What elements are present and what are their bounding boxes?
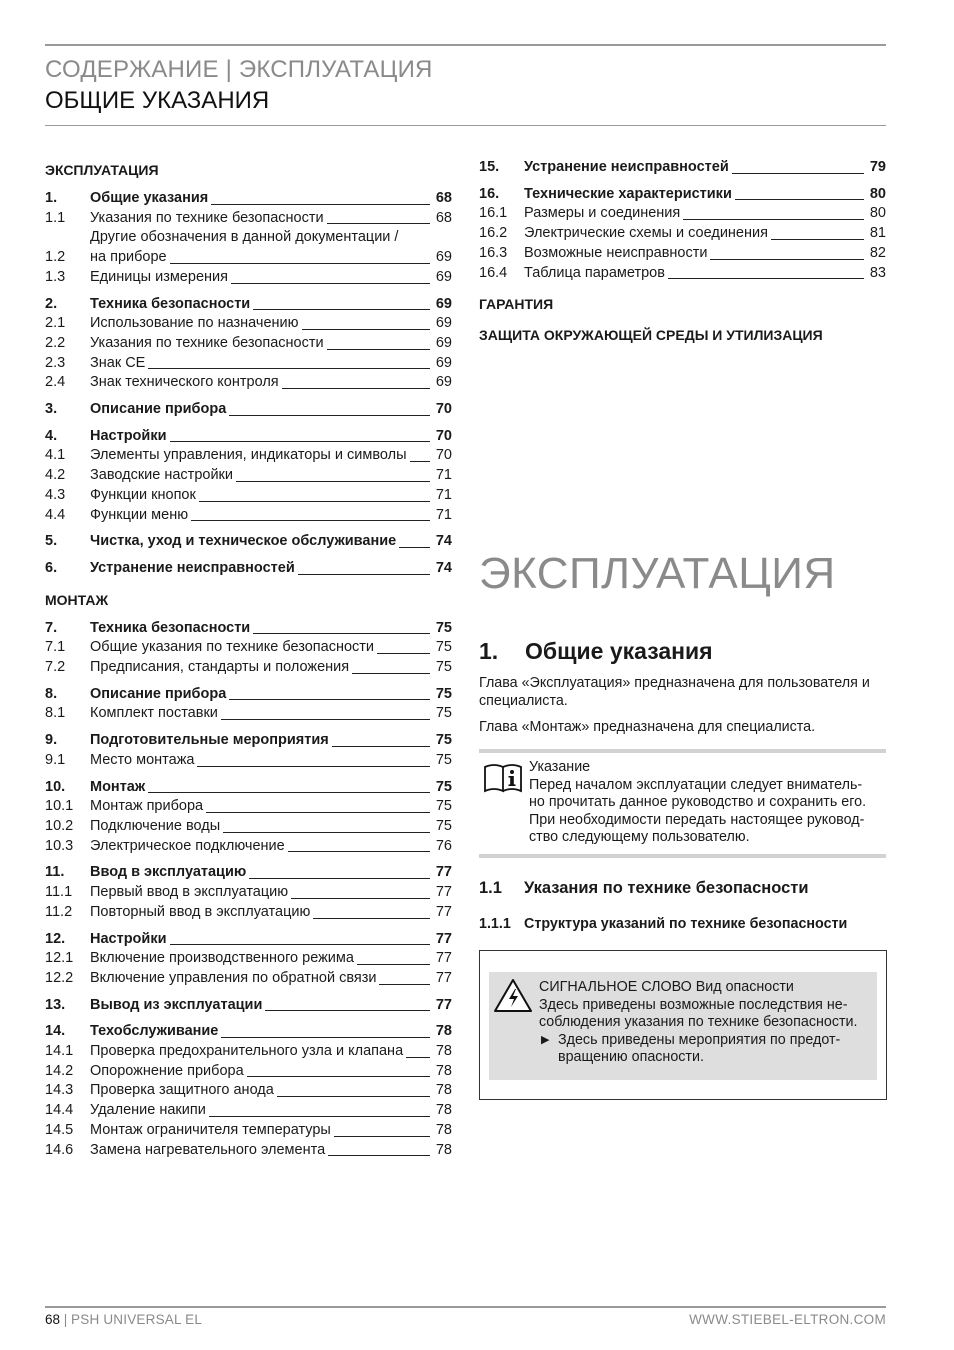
toc-leader-line — [170, 944, 430, 945]
footer-rule — [45, 1306, 886, 1308]
toc-entry-number: 8.1 — [45, 705, 66, 722]
toc-entry-label: Техника безопасности — [90, 295, 251, 312]
toc-entry-number: 12. — [45, 930, 66, 947]
toc-leader-line — [668, 278, 864, 279]
note-box — [479, 749, 886, 858]
toc-page-number: 78 — [435, 1141, 452, 1158]
toc-chapter-entry[interactable] — [45, 427, 452, 447]
toc-entry-number: 14.5 — [45, 1121, 74, 1138]
toc-page-number: 79 — [869, 159, 886, 175]
toc-entry-label: Единицы измерения — [90, 268, 228, 285]
toc-entry-number: 12.1 — [45, 950, 74, 967]
toc-page-number: 71 — [435, 467, 452, 484]
toc-subentry[interactable] — [45, 751, 452, 771]
toc-entry-number: 14.4 — [45, 1102, 74, 1119]
toc-page-number: 75 — [435, 639, 452, 656]
toc-leader-line — [170, 441, 430, 442]
warning-text — [539, 979, 877, 1067]
toc-entry-label: Включение производственного режима — [90, 950, 354, 967]
subsection-title: Указания по технике безопасности — [524, 879, 809, 897]
toc-leader-line — [249, 878, 430, 879]
toc-leader-line — [199, 501, 430, 502]
toc-leader-line — [352, 673, 430, 674]
toc-leader-line — [399, 547, 430, 548]
toc-leader-line — [221, 719, 430, 720]
toc-page-number: 78 — [435, 1043, 452, 1060]
toc-subentry[interactable] — [45, 486, 452, 506]
toc-leader-line — [170, 263, 430, 264]
toc-entry-number: 2. — [45, 295, 58, 312]
toc-entry-number: 1. — [45, 190, 58, 206]
warning-signal-word: СИГНАЛЬНОЕ СЛОВО Вид опасности — [539, 979, 794, 995]
toc-leader-line — [302, 329, 431, 330]
toc-subentry[interactable] — [45, 268, 452, 288]
toc-page-number: 69 — [435, 374, 452, 391]
toc-chapter-entry[interactable] — [45, 778, 452, 798]
toc-leader-line — [334, 1136, 430, 1137]
toc-entry-number: 4.3 — [45, 486, 66, 503]
toc-entry-number: 5. — [45, 533, 58, 550]
note-line: но прочитать данное руководство и сохранить его. — [529, 794, 867, 811]
toc-leader-line — [247, 1076, 430, 1077]
toc-leader-line — [229, 415, 430, 416]
toc-leader-line — [327, 223, 430, 224]
toc-chapter-entry[interactable] — [45, 685, 452, 705]
toc-leader-line — [236, 481, 430, 482]
toc-entry-number: 16.1 — [479, 205, 508, 222]
toc-subentry[interactable] — [45, 797, 452, 817]
toc-subentry[interactable] — [45, 1062, 452, 1082]
warning-line: Здесь приведены возможные последствия не- — [539, 996, 848, 1013]
toc-leader-line — [357, 964, 430, 965]
toc-subentry[interactable] — [45, 704, 452, 724]
toc-leader-line — [253, 633, 430, 634]
warning-bullet — [539, 1032, 877, 1067]
toc-entry-number: 16.2 — [479, 225, 508, 242]
toc-page-number: 77 — [435, 950, 452, 967]
toc-subentry[interactable] — [45, 1081, 452, 1101]
toc-entry-label: Проверка защитного анода — [90, 1082, 274, 1099]
warning-line: соблюдения указания по технике безопасности. — [539, 1014, 858, 1031]
toc-leader-line — [209, 1116, 430, 1117]
toc-page-number: 78 — [435, 1062, 452, 1079]
toc-entry-label: Подключение воды — [90, 817, 221, 834]
toc-entry-number: 11. — [45, 864, 65, 881]
warning-bullet-line: Здесь приведены мероприятия по предот- — [558, 1031, 841, 1048]
toc-entry-label: Техника безопасности — [90, 619, 251, 636]
toc-page-number: 76 — [435, 837, 452, 854]
toc-entry-label: Описание прибора — [90, 401, 227, 418]
toc-subentry[interactable] — [45, 373, 452, 393]
toc-entry-number: 3. — [45, 401, 58, 418]
toc-entry-number: 9. — [45, 732, 58, 749]
toc-page-number: 77 — [435, 969, 452, 986]
toc-page-number: 75 — [435, 659, 452, 676]
toc-page-number: 75 — [435, 705, 452, 722]
subsubsection-number: 1.1.1 — [479, 916, 511, 932]
toc-entry-number: 2.4 — [45, 374, 66, 391]
toc-subentry[interactable] — [45, 446, 452, 466]
toc-page-number: 71 — [435, 506, 452, 523]
toc-entry-label: Техобслуживание — [90, 1023, 219, 1040]
toc-leader-line — [313, 918, 430, 919]
toc-page-number: 78 — [435, 1121, 452, 1138]
note-line: ство следующему пользователю. — [529, 829, 750, 846]
toc-subentry[interactable] — [45, 837, 452, 857]
subsubsection-title: Структура указаний по технике безопасности — [524, 916, 848, 932]
subsection-number: 1.1 — [479, 879, 502, 897]
chapter-title: ЭКСПЛУАТАЦИЯ — [479, 549, 836, 598]
toc-page-number: 77 — [435, 996, 452, 1013]
toc-section-heading: ЗАЩИТА ОКРУЖАЮЩЕЙ СРЕДЫ И УТИЛИЗАЦИЯ — [479, 327, 823, 344]
toc-subentry[interactable] — [45, 969, 452, 989]
warning-inner — [489, 972, 877, 1080]
toc-chapter-entry[interactable] — [45, 996, 452, 1016]
toc-entry-label: Другие обозначения в данной документации / — [90, 229, 399, 246]
subsubsection-heading — [479, 916, 847, 932]
toc-page-number: 74 — [435, 559, 452, 576]
toc-chapter-entry[interactable] — [45, 930, 452, 950]
toc-subentry[interactable] — [45, 638, 452, 658]
toc-entry-label: Подготовительные мероприятия — [90, 732, 329, 749]
toc-leader-line — [332, 746, 430, 747]
toc-leader-line — [148, 368, 430, 369]
toc-entry-label: Монтаж — [90, 778, 146, 795]
toc-page-number: 70 — [435, 427, 452, 444]
toc-subentry[interactable] — [479, 264, 886, 284]
toc-leader-line — [410, 461, 431, 462]
warning-bullet-line: вращению опасности. — [558, 1049, 704, 1066]
toc-entry-label: Указания по технике безопасности — [90, 209, 324, 226]
toc-page-number: 70 — [435, 401, 452, 418]
toc-page-number: 69 — [435, 268, 452, 285]
toc-entry-label: Использование по назначению — [90, 315, 299, 332]
toc-page-number: 68 — [435, 209, 452, 226]
toc-leader-line — [771, 239, 864, 240]
toc-subentry[interactable] — [45, 1121, 452, 1141]
toc-leader-line — [377, 653, 430, 654]
toc-entry-number: 4.2 — [45, 467, 66, 484]
toc-subentry[interactable] — [45, 1101, 452, 1121]
toc-entry-number: 15. — [479, 159, 500, 175]
toc-page-number: 69 — [435, 295, 452, 312]
toc-leader-line — [206, 812, 430, 813]
toc-chapter-entry[interactable] — [45, 532, 452, 552]
toc-subentry[interactable] — [45, 354, 452, 374]
toc-entry-label: Знак технического контроля — [90, 374, 279, 391]
subsection-heading — [479, 879, 809, 898]
toc-entry-number: 16. — [479, 185, 500, 202]
toc-entry-number: 12.2 — [45, 969, 74, 986]
toc-entry-label: Функции кнопок — [90, 486, 196, 503]
toc-page-number: 77 — [435, 884, 452, 901]
toc-leader-line — [191, 520, 430, 521]
toc-leader-line — [148, 792, 430, 793]
toc-right-column — [479, 158, 886, 354]
toc-subentry[interactable] — [45, 949, 452, 969]
toc-entry-number: 2.3 — [45, 354, 66, 371]
note-line: При необходимости передать настоящее руковод- — [529, 811, 865, 828]
toc-entry-label: Ввод в эксплуатацию — [90, 864, 247, 881]
toc-subentry[interactable] — [45, 506, 452, 526]
toc-subentry[interactable] — [479, 204, 886, 224]
toc-entry-label: Таблица параметров — [524, 264, 665, 281]
toc-leader-line — [291, 898, 430, 899]
page-header — [45, 56, 433, 115]
toc-subentry[interactable] — [45, 209, 452, 229]
toc-page-number: 81 — [869, 225, 886, 242]
toc-page-number: 69 — [435, 315, 452, 332]
toc-leader-line — [735, 199, 864, 200]
toc-subentry[interactable] — [45, 1141, 452, 1161]
toc-leader-line — [379, 984, 430, 985]
toc-chapter-entry[interactable] — [45, 400, 452, 420]
toc-subentry[interactable] — [45, 903, 452, 923]
triangle-bullet-icon: ▶ — [541, 1033, 550, 1046]
toc-entry-number: 1.2 — [45, 249, 66, 266]
toc-leader-line — [298, 574, 430, 575]
toc-subentry[interactable] — [479, 244, 886, 264]
toc-leader-line — [223, 832, 430, 833]
toc-leader-line — [231, 283, 430, 284]
toc-page-number: 82 — [869, 244, 886, 261]
toc-chapter-entry[interactable] — [45, 189, 452, 209]
toc-page-number: 75 — [435, 751, 452, 768]
toc-subentry[interactable] — [45, 1042, 452, 1062]
toc-leader-line — [197, 766, 430, 767]
top-rule — [45, 44, 886, 46]
page-number: 68 — [45, 1312, 61, 1327]
toc-entry-number: 13. — [45, 996, 66, 1013]
toc-leader-line — [683, 219, 864, 220]
toc-entry-label: Общие указания по технике безопасности — [90, 639, 375, 656]
toc-subentry[interactable] — [479, 224, 886, 244]
toc-page-number: 75 — [435, 732, 452, 749]
toc-entry-number: 11.2 — [45, 903, 73, 920]
toc-chapter-entry[interactable] — [45, 731, 452, 751]
toc-leader-line — [710, 259, 864, 260]
toc-entry-label: Повторный ввод в эксплуатацию — [90, 903, 311, 920]
toc-page-number: 68 — [435, 190, 452, 206]
toc-entry-number: 14.1 — [45, 1043, 74, 1060]
toc-entry-label: Проверка предохранительного узла и клапана — [90, 1043, 404, 1060]
toc-chapter-entry[interactable] — [45, 619, 452, 639]
toc-page-number: 75 — [435, 817, 452, 834]
toc-entry-label: Функции меню — [90, 506, 189, 523]
toc-entry-label: Предписания, стандарты и положения — [90, 659, 350, 676]
toc-entry-number: 9.1 — [45, 751, 66, 768]
electric-hazard-icon — [493, 978, 533, 1019]
toc-subentry[interactable] — [45, 466, 452, 486]
toc-page-number: 83 — [869, 264, 886, 281]
toc-subentry[interactable] — [45, 334, 452, 354]
toc-entry-number: 16.3 — [479, 244, 508, 261]
section-number: 1. — [479, 638, 499, 664]
header-bottom-rule — [45, 125, 886, 126]
toc-entry-number: 14. — [45, 1023, 66, 1040]
toc-entry-label: Настройки — [90, 427, 167, 444]
toc-entry-label: Включение управления по обратной связи — [90, 969, 377, 986]
toc-entry-label-continued: на приборе — [90, 249, 167, 266]
toc-leader-line — [229, 699, 430, 700]
toc-page-number: 74 — [435, 533, 452, 550]
toc-entry-number: 7.1 — [45, 639, 66, 656]
toc-entry-number: 4. — [45, 427, 58, 444]
header-title: ОБЩИЕ УКАЗАНИЯ — [45, 87, 270, 114]
toc-entry-number: 14.3 — [45, 1082, 74, 1099]
toc-page-number: 69 — [435, 354, 452, 371]
toc-entry-label: Указания по технике безопасности — [90, 334, 324, 351]
toc-chapter-entry[interactable] — [45, 559, 452, 579]
toc-entry-number: 2.2 — [45, 334, 66, 351]
toc-subentry[interactable] — [45, 883, 452, 903]
toc-entry-label: Комплект поставки — [90, 705, 218, 722]
toc-page-number: 77 — [435, 930, 452, 947]
toc-page-number: 78 — [435, 1102, 452, 1119]
toc-entry-number: 10. — [45, 778, 66, 795]
toc-entry-label: Монтаж ограничителя температуры — [90, 1121, 331, 1138]
toc-page-number: 69 — [435, 334, 452, 351]
toc-entry-number: 4.1 — [45, 447, 66, 464]
toc-leader-line — [406, 1057, 430, 1058]
toc-page-number: 78 — [435, 1082, 452, 1099]
toc-chapter-entry[interactable] — [45, 295, 452, 315]
toc-leader-line — [732, 173, 864, 174]
toc-page-number: 77 — [435, 864, 452, 881]
toc-leader-line — [288, 851, 430, 852]
toc-entry-label: Электрические схемы и соединения — [524, 225, 768, 242]
toc-entry-number: 7. — [45, 619, 58, 636]
toc-entry-number: 14.6 — [45, 1141, 74, 1158]
toc-entry-label: Знак CE — [90, 354, 146, 371]
toc-entry-number: 8. — [45, 685, 58, 702]
toc-left-column — [45, 158, 452, 1160]
toc-entry-number: 10.1 — [45, 798, 74, 815]
toc-entry-label: Монтаж прибора — [90, 798, 204, 815]
toc-entry-label: Замена нагревательного элемента — [90, 1141, 326, 1158]
toc-entry-number: 14.2 — [45, 1062, 74, 1079]
toc-entry-number: 1.1 — [45, 209, 66, 226]
section-heading — [479, 638, 713, 665]
paragraph-operation: Глава «Эксплуатация» предназначена для пользователя и специалиста. — [479, 675, 870, 709]
toc-page-number: 80 — [869, 185, 886, 202]
toc-entry-label: Электрическое подключение — [90, 837, 285, 854]
toc-entry-label: Первый ввод в эксплуатацию — [90, 884, 289, 901]
toc-entry-label: Вывод из эксплуатации — [90, 996, 263, 1013]
toc-subentry[interactable] — [45, 228, 452, 267]
toc-entry-label: Общие указания — [90, 190, 209, 206]
toc-entry-number: 2.1 — [45, 315, 66, 332]
toc-chapter-entry[interactable] — [45, 863, 452, 883]
book-info-icon — [483, 761, 525, 800]
toc-chapter-entry[interactable] — [479, 185, 886, 205]
toc-entry-label: Место монтажа — [90, 751, 195, 768]
toc-entry-label: Удаление накипи — [90, 1102, 206, 1119]
toc-section-heading: ЭКСПЛУАТАЦИЯ — [45, 162, 159, 178]
toc-subentry[interactable] — [45, 658, 452, 678]
toc-entry-label: Заводские настройки — [90, 467, 233, 484]
toc-leader-line — [265, 1010, 430, 1011]
toc-entry-number: 1.3 — [45, 268, 66, 285]
section-title: Общие указания — [525, 638, 713, 664]
toc-page-number: 75 — [435, 685, 452, 702]
toc-entry-label: Описание прибора — [90, 685, 227, 702]
toc-entry-label: Опорожнение прибора — [90, 1062, 244, 1079]
toc-leader-line — [328, 1155, 430, 1156]
note-title: Указание — [529, 759, 591, 775]
toc-entry-number: 7.2 — [45, 659, 66, 676]
toc-page-number: 69 — [435, 249, 452, 266]
footer-left — [45, 1312, 202, 1327]
toc-leader-line — [277, 1096, 430, 1097]
warning-box — [479, 950, 887, 1100]
toc-leader-line — [327, 349, 430, 350]
footer-separator: | — [60, 1312, 72, 1327]
toc-page-number: 77 — [435, 903, 452, 920]
toc-subentry[interactable] — [45, 817, 452, 837]
product-name: PSH UNIVERSAL EL — [71, 1312, 203, 1327]
toc-section-heading: ГАРАНТИЯ — [479, 296, 554, 313]
toc-page-number: 70 — [435, 447, 452, 464]
toc-leader-line — [253, 309, 430, 310]
toc-entry-label: Элементы управления, индикаторы и символы — [90, 447, 407, 464]
toc-entry-label: Размеры и соединения — [524, 205, 681, 222]
website-url: WWW.STIEBEL-ELTRON.COM — [689, 1312, 886, 1327]
toc-chapter-entry[interactable] — [479, 158, 886, 178]
toc-entry-label: Технические характеристики — [524, 185, 732, 202]
toc-subentry[interactable] — [45, 314, 452, 334]
toc-entry-label: Настройки — [90, 930, 167, 947]
toc-page-number: 71 — [435, 486, 452, 503]
toc-section-heading: МОНТАЖ — [45, 591, 109, 608]
toc-page-number: 78 — [435, 1023, 452, 1040]
note-text — [529, 759, 886, 847]
toc-leader-line — [282, 388, 430, 389]
toc-entry-number: 6. — [45, 559, 58, 576]
toc-page-number: 75 — [435, 778, 452, 795]
toc-chapter-entry[interactable] — [45, 1022, 452, 1042]
toc-entry-number: 4.4 — [45, 506, 66, 523]
toc-page-number: 75 — [435, 798, 452, 815]
toc-entry-number: 10.3 — [45, 837, 74, 854]
toc-entry-number: 11.1 — [45, 884, 73, 901]
note-line: Перед началом эксплуатации следует вниматель- — [529, 776, 863, 793]
toc-entry-label: Устранение неисправностей — [524, 159, 729, 175]
paragraph-installation: Глава «Монтаж» предназначена для специалиста. — [479, 719, 816, 735]
header-breadcrumb: СОДЕРЖАНИЕ | ЭКСПЛУАТАЦИЯ — [45, 56, 433, 83]
toc-leader-line — [211, 204, 430, 205]
toc-entry-label: Устранение неисправностей — [90, 559, 295, 576]
toc-entry-number: 16.4 — [479, 264, 508, 281]
toc-page-number: 80 — [869, 205, 886, 222]
toc-entry-label: Возможные неисправности — [524, 244, 708, 261]
toc-entry-label: Чистка, уход и техническое обслуживание — [90, 533, 397, 550]
toc-entry-number: 10.2 — [45, 817, 74, 834]
toc-page-number: 75 — [435, 619, 452, 636]
toc-leader-line — [221, 1037, 430, 1038]
